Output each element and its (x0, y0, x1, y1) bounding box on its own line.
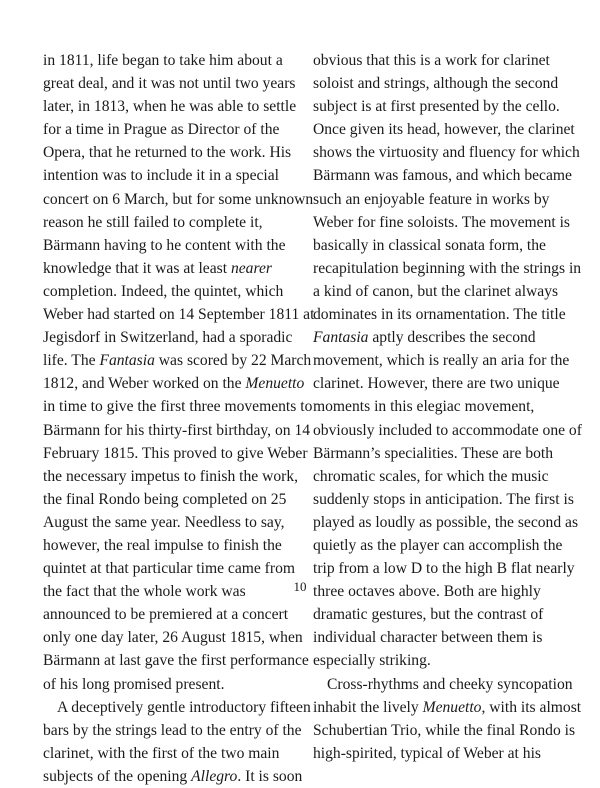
paragraph-1: in 1811, life began to take him about a great deal, and it was not until two years later, in 1813, when he was able to settle for a time in Prague as Director of the Opera, that he returned to the work. His intention was to include it in a special concert on 6 March, but for some unknown reason he still failed to complete it, Bärmann having to he content with the knowledge that it was at least nearer completion. Indeed, the quintet, which Weber had started on 14 September 1811 at Jegisdorf in Switzerland, had a sporadic life. The Fantasia was scored by 22 March 1812, and Weber worked on the Menuetto in time to give the first three movements to Bärmann for his thirty-first birthday, on 14 February 1815. This proved to give Weber the necessary impetus to finish the work, the final Rondo being completed on 25 August the same year. Needless to say, however, the real impulse to finish the quintet at that particular time came from the fact that the whole work was announced to be premiered at a concert only one day later, 26 August 1815, when Bärmann at last gave the first performance of his long promised present. (43, 52, 315, 693)
italic-nearer: nearer (230, 259, 272, 277)
italic-fantasia: Fantasia (99, 352, 155, 370)
right-column (313, 49, 585, 765)
paragraph-4: Cross-rhythms and cheeky syncopation inhabit the lively Menuetto, with its almost Schubertian Trio, while the final Rondo is high-spirited, typical of Weber at his (313, 675, 582, 762)
italic-menuetto: Menuetto (245, 375, 305, 393)
paragraph-3: obvious that this is a work for clarinet soloist and strings, although the second subject is at first presented by the cello. Once given its head, however, the clarinet shows the virtuosity and fluency for which Bärmann was famous, and which became such an enjoyable feature in works by Weber for fine soloists. The movement is basically in classical sonata form, the recapitulation beginning with the strings in a kind of canon, but the clarinet always dominates in its ornamentation. The title Fantasia aptly describes the second movement, which is really an aria for the clarinet. However, there are two unique moments in this elegiac movement, obviously included to accommodate one of Bärmann’s specialities. These are both chromatic scales, for which the music suddenly stops in anticipation. The first is played as loudly as possible, the second as quietly as the player can accomplish the trip from a low D to the high B flat nearly three octaves above. Both are highly dramatic gestures, but the contrast of individual character between them is especially striking. (313, 52, 582, 670)
italic-allegro: Allegro (191, 767, 238, 785)
italic-menuetto: Menuetto (422, 698, 482, 716)
page-number: 10 (293, 579, 307, 594)
italic-fantasia: Fantasia (313, 329, 369, 347)
left-column (43, 49, 315, 788)
paragraph-2: A deceptively gentle introductory fifteen bars by the strings lead to the entry of the clarinet, with the first of the two main subjects of the opening Allegro. It is soon (43, 698, 311, 785)
